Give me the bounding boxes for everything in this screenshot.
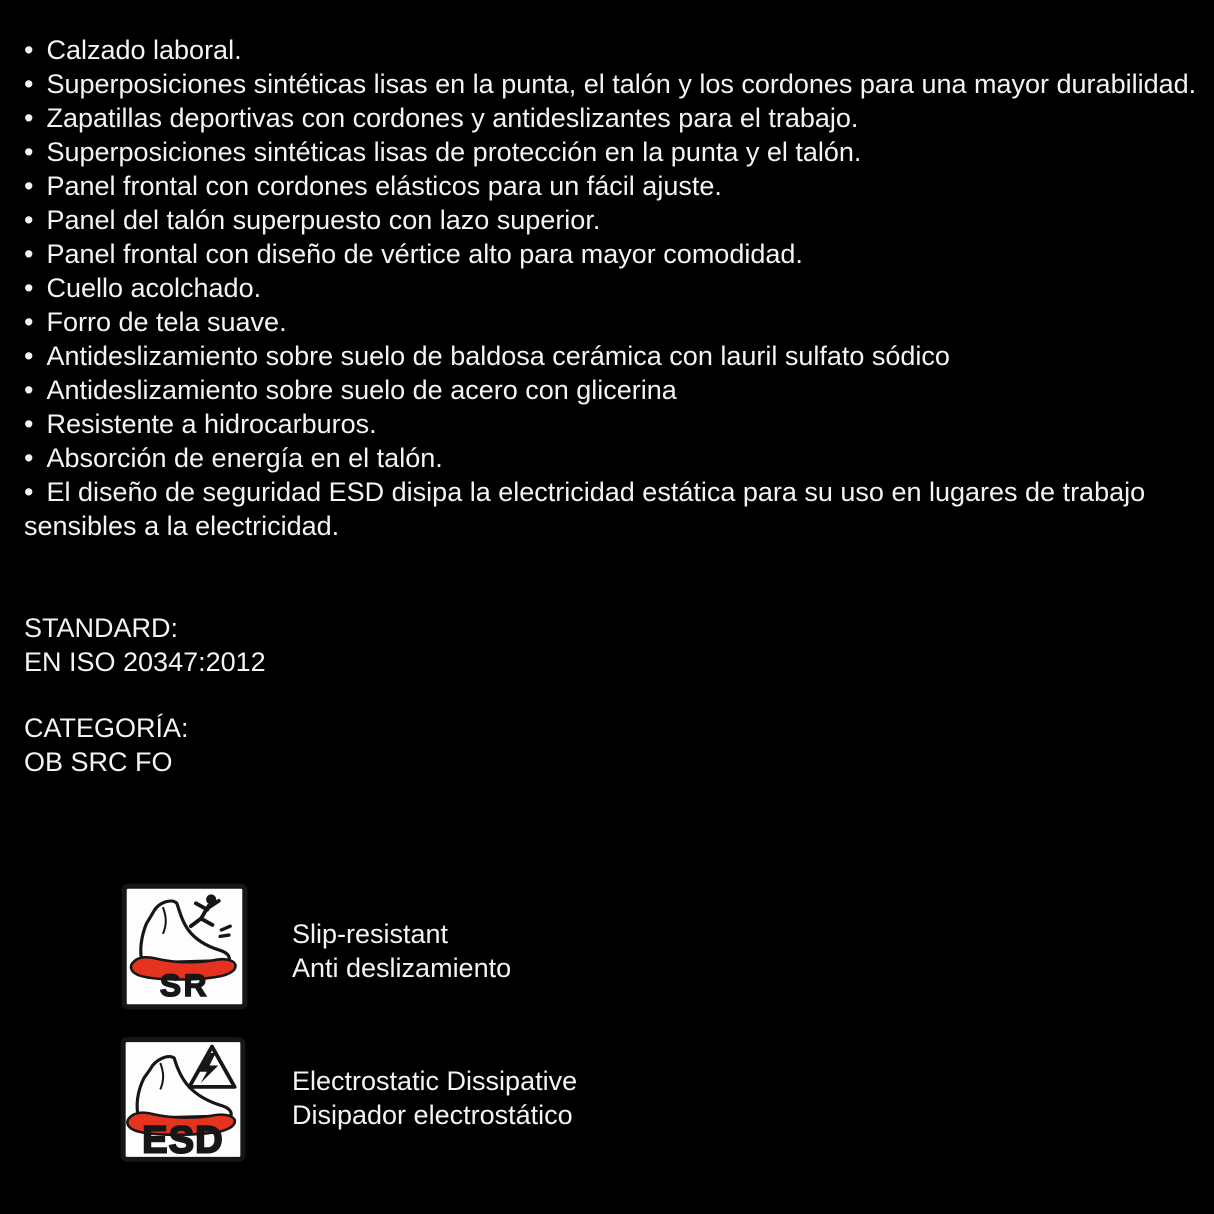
feature-text: Absorción de energía en el talón. (46, 443, 443, 473)
feature-item (24, 373, 1198, 407)
feature-item (24, 339, 1198, 373)
feature-item (24, 33, 1198, 67)
feature-text: Forro de tela suave. (46, 307, 287, 337)
badge-title: Slip-resistant (292, 919, 449, 949)
feature-text: Superposiciones sintéticas lisas en la punta, el talón y los cordones para una mayor durabilidad. (46, 69, 1197, 99)
feature-item (24, 407, 1198, 441)
feature-item (24, 305, 1198, 339)
feature-item (24, 271, 1198, 305)
feature-item (24, 441, 1198, 475)
bullet-marker: • (24, 409, 34, 439)
esd-badge-label (292, 1064, 577, 1132)
bullet-marker: • (24, 477, 34, 507)
feature-item (24, 169, 1198, 203)
badge-subtitle: Disipador electrostático (292, 1100, 573, 1130)
badge-title: Electrostatic Dissipative (292, 1066, 578, 1096)
feature-item (24, 203, 1198, 237)
category-value: OB SRC FO (24, 747, 173, 777)
sr-badge-label (292, 917, 511, 985)
category-section (24, 711, 189, 779)
bullet-marker: • (24, 375, 34, 405)
standard-label: STANDARD: (24, 613, 179, 643)
bullet-marker: • (24, 273, 34, 303)
category-label: CATEGORÍA: (24, 713, 189, 743)
bullet-marker: • (24, 307, 34, 337)
feature-text: Superposiciones sintéticas lisas de protección en la punta y el talón. (46, 137, 862, 167)
bullet-marker: • (24, 171, 34, 201)
bullet-marker: • (24, 443, 34, 473)
feature-text: Antideslizamiento sobre suelo de baldosa cerámica con lauril sulfato sódico (46, 341, 950, 371)
bullet-marker: • (24, 239, 34, 269)
feature-item (24, 135, 1198, 169)
feature-text: Calzado laboral. (46, 35, 242, 65)
badge-subtitle: Anti deslizamiento (292, 953, 512, 983)
bullet-marker: • (24, 69, 34, 99)
feature-text: Resistente a hidrocarburos. (46, 409, 377, 439)
bullet-marker: • (24, 205, 34, 235)
feature-text: Panel frontal con cordones elásticos para un fácil ajuste. (46, 171, 722, 201)
bullet-marker: • (24, 35, 34, 65)
feature-list (24, 33, 1198, 543)
badge-code-esd: ESD (142, 1119, 224, 1162)
slip-resistant-icon (121, 883, 248, 1010)
feature-item (24, 67, 1198, 101)
bullet-marker: • (24, 341, 34, 371)
badge-code-sr: SR (159, 967, 210, 1004)
feature-item (24, 237, 1198, 271)
standard-section (24, 611, 266, 679)
feature-text: Cuello acolchado. (46, 273, 262, 303)
bullet-marker: • (24, 137, 34, 167)
feature-text: Antideslizamiento sobre suelo de acero con glicerina (46, 375, 677, 405)
feature-text: El diseño de seguridad ESD disipa la electricidad estática para su uso en lugares de trabajo sensibles a la electricidad. (24, 477, 1146, 541)
feature-item (24, 475, 1198, 543)
feature-item (24, 101, 1198, 135)
feature-text: Panel frontal con diseño de vértice alto para mayor comodidad. (46, 239, 803, 269)
esd-icon (120, 1036, 246, 1163)
feature-text: Panel del talón superpuesto con lazo superior. (46, 205, 601, 235)
standard-value: EN ISO 20347:2012 (24, 647, 266, 677)
feature-text: Zapatillas deportivas con cordones y antideslizantes para el trabajo. (46, 103, 859, 133)
bullet-marker: • (24, 103, 34, 133)
